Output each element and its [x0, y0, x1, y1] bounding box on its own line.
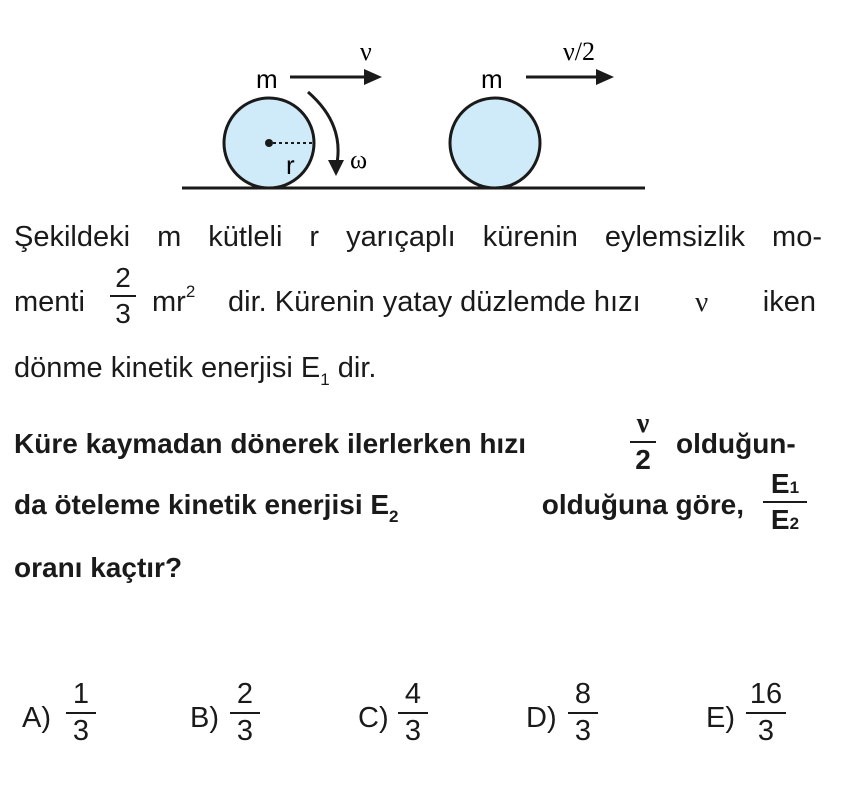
option-c-label: C) [358, 702, 389, 734]
question-text-3: oranı kaçtır? [14, 552, 183, 583]
option-e-numerator: 16 [749, 678, 783, 710]
option-d[interactable] [526, 680, 606, 760]
option-d-denominator: 3 [574, 715, 592, 747]
option-c-denominator: 3 [404, 715, 422, 747]
moment-fraction [110, 264, 136, 328]
problem-line-2-rest [152, 282, 196, 319]
energy-2-subscript: 2 [389, 507, 399, 526]
option-c-fraction [398, 680, 428, 746]
option-b[interactable] [190, 680, 270, 760]
question-line-1 [14, 428, 526, 460]
omega-label: ω [350, 145, 368, 174]
option-c-numerator: 4 [404, 678, 422, 710]
velocity-label-1: ν [360, 37, 372, 66]
rolling-sphere-2 [450, 98, 540, 188]
problem-text-3a: dönme kinetik enerjisi E [14, 352, 321, 384]
speed-fraction [630, 410, 656, 474]
fraction-bar [230, 712, 260, 714]
velocity-arrow-1-head [364, 69, 382, 85]
question-line-2 [14, 489, 744, 526]
option-d-numerator: 8 [574, 678, 592, 710]
option-e[interactable] [706, 680, 796, 760]
fraction-bar [763, 501, 807, 503]
problem-text-1: Şekildeki m kütleli r yarıçaplı kürenin eylemsizlik mo- [14, 221, 822, 253]
option-b-label: B) [190, 702, 219, 734]
fraction-bar [746, 712, 786, 714]
speed-denominator: 2 [635, 444, 651, 475]
velocity-label-2: ν/2 [563, 37, 595, 66]
physics-figure [0, 0, 848, 200]
question-text-2a: da öteleme kinetik enerjisi E [14, 489, 390, 520]
problem-line-1 [14, 221, 822, 254]
option-a-denominator: 3 [72, 715, 90, 747]
option-b-denominator: 3 [236, 715, 254, 747]
option-a-fraction [66, 680, 96, 746]
radius-label: r [286, 150, 295, 180]
velocity-arrow-2-head [596, 69, 614, 85]
question-text-2b: olduğuna göre, [541, 489, 744, 520]
mass-label-1: m [256, 64, 278, 94]
moment-denominator: 3 [115, 298, 131, 329]
fraction-bar [66, 712, 96, 714]
ratio-denominator: E2 [770, 504, 800, 535]
problem-text-2b: mr [152, 286, 186, 318]
problem-text-2a: menti [14, 286, 85, 318]
question-line-3 [14, 552, 182, 584]
ratio-numerator: E1 [770, 468, 800, 499]
option-e-denominator: 3 [757, 715, 775, 747]
fraction-bar [398, 712, 428, 714]
option-b-fraction [230, 680, 260, 746]
center-dot [265, 139, 273, 147]
question-text-1b: olduğun- [676, 428, 796, 459]
fraction-bar [630, 441, 656, 443]
problem-text-2d: iken [762, 286, 816, 318]
option-d-fraction [568, 680, 598, 746]
option-a-label: A) [22, 702, 51, 734]
question-line-1-rest [676, 428, 796, 460]
problem-text-2c: dir. Kürenin yatay düzlemde hızı [228, 286, 641, 318]
energy-ratio-fraction [763, 470, 807, 534]
rotation-arrowhead [328, 160, 344, 176]
fraction-bar [568, 712, 598, 714]
mass-label-2: m [481, 64, 503, 94]
fraction-bar [110, 295, 136, 297]
problem-line-3 [14, 352, 377, 389]
question-text-1a: Küre kaymadan dönerek ilerlerken hızı [14, 428, 526, 459]
speed-numerator: ν [636, 408, 650, 439]
option-b-numerator: 2 [236, 678, 254, 710]
problem-text-3b: dir. [329, 352, 377, 384]
option-e-label: E) [706, 702, 735, 734]
problem-velocity-symbol: ν [695, 286, 709, 318]
energy-1-subscript: 1 [320, 370, 330, 389]
option-c[interactable] [358, 680, 438, 760]
option-e-fraction [746, 680, 786, 746]
option-a-numerator: 1 [72, 678, 90, 710]
moment-numerator: 2 [115, 262, 131, 293]
exponent: 2 [185, 282, 196, 301]
problem-line-2-cont [228, 286, 816, 319]
option-a[interactable] [22, 680, 102, 760]
option-d-label: D) [526, 702, 557, 734]
